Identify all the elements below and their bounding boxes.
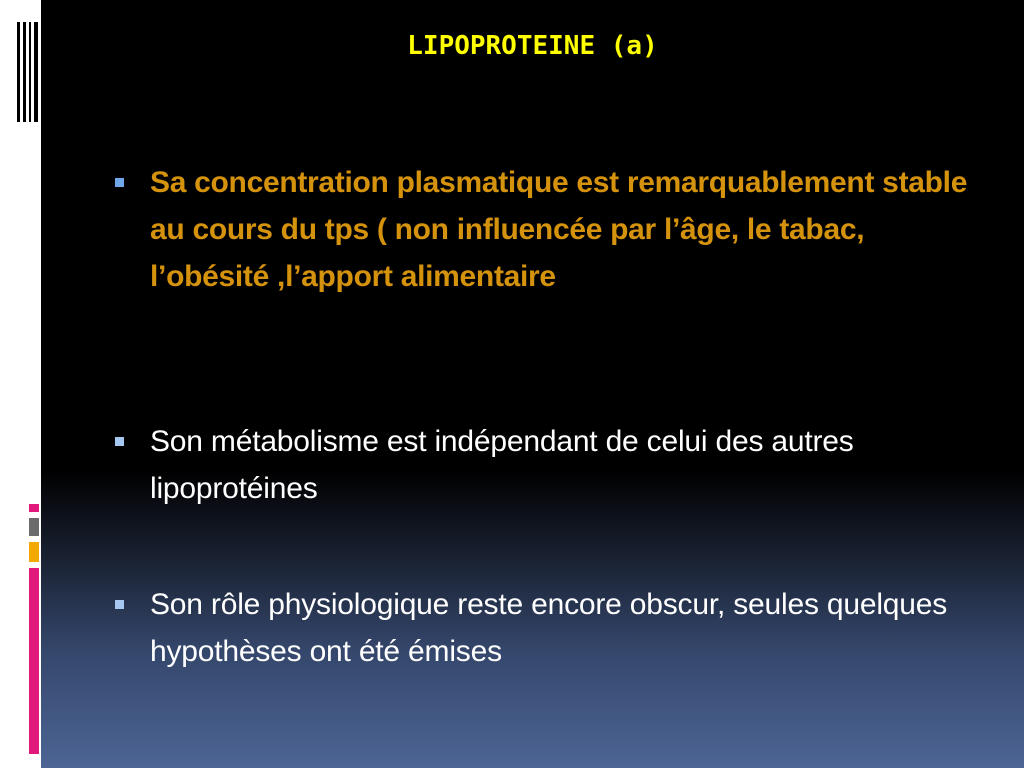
square-bullet-icon (115, 600, 124, 609)
bullet-text: Son métabolisme est indépendant de celui des autres lipoprotéines (150, 425, 854, 505)
color-bars-decoration (29, 504, 39, 754)
bullet-item (150, 159, 980, 300)
square-bullet-icon (115, 178, 124, 187)
left-decoration-strip (0, 0, 41, 768)
slide-title: LIPOPROTEINE (a) (407, 31, 658, 61)
bullet-item (150, 418, 980, 512)
bullet-text: Sa concentration plasmatique est remarquablement stable au cours du tps ( non influencée par l’âge, le tabac, l’obésité ,l’apport alimentaire (150, 166, 968, 293)
square-bullet-icon (115, 437, 124, 446)
bullet-text: Son rôle physiologique reste encore obscur, seules quelques hypothèses ont été émises (150, 588, 948, 668)
vertical-lines-decoration (17, 22, 41, 122)
bullet-item (150, 581, 980, 675)
